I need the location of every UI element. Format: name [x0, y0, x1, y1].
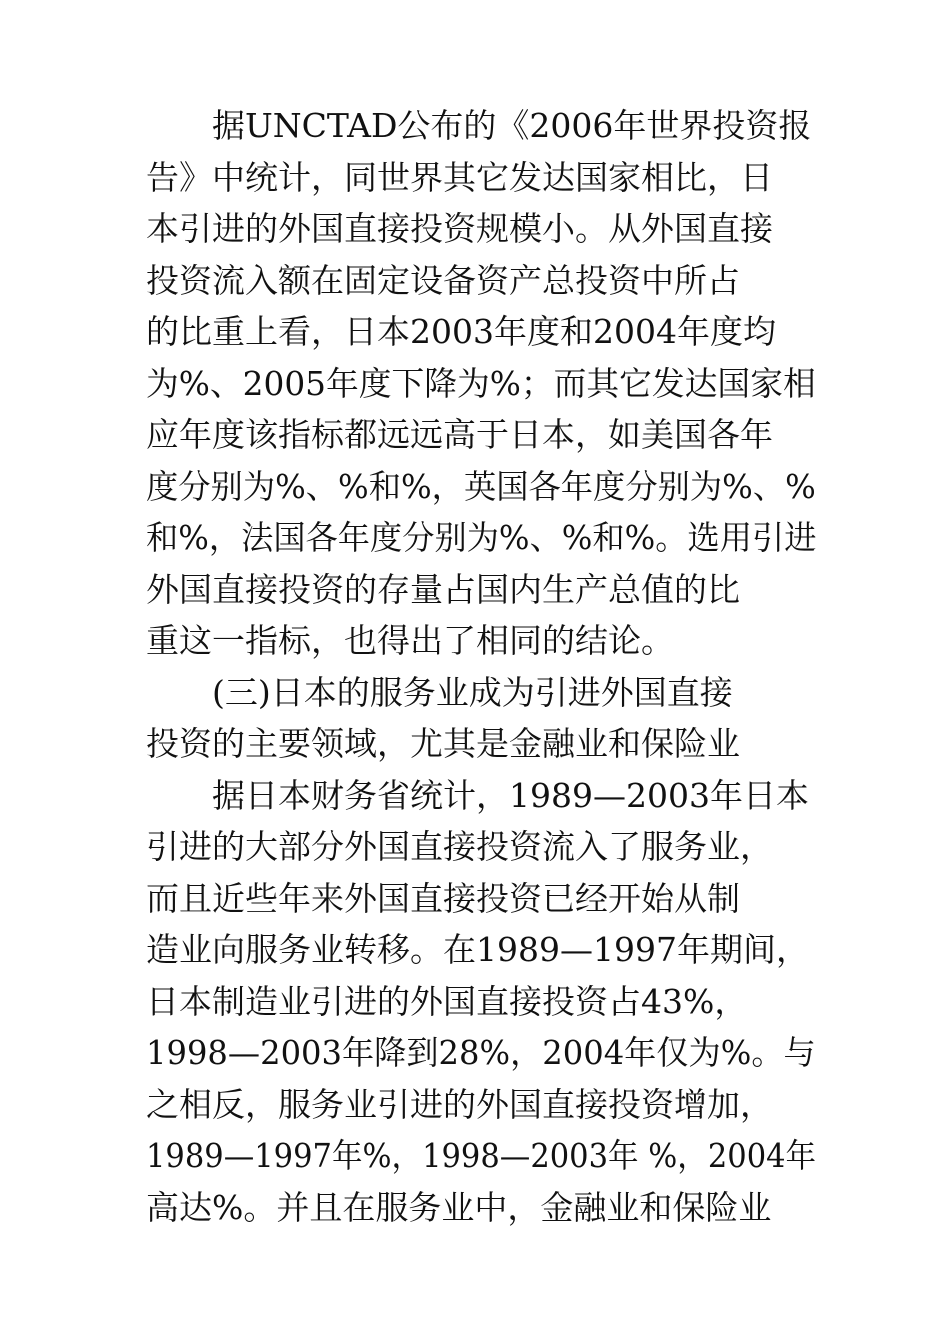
text-line: 告》中统计，同世界其它发达国家相比，日: [146, 157, 773, 197]
section-heading-line: (三)日本的服务业成为引进外国直接: [146, 672, 733, 712]
text-line: 1998—2003年降到28%，2004年仅为%。与: [146, 1033, 816, 1072]
text-line: 本引进的外国直接投资规模小。从外国直接: [146, 209, 773, 248]
text-line: 和%，法国各年度分别为%、%和%。选用引进: [146, 518, 817, 557]
text-line: 据日本财务省统计，1989—2003年日本: [146, 775, 809, 815]
text-line: 的比重上看，日本2003年度和2004年度均: [146, 312, 776, 351]
text-line: 而且近些年来外国直接投资已经开始从制: [146, 878, 740, 918]
text-line: 重这一指标，也得出了相同的结论。: [146, 621, 674, 660]
text-line: 造业向服务业转移。在1989—1997年期间，: [146, 930, 809, 969]
text-line: 外国直接投资的存量占国内生产总值的比: [146, 569, 740, 609]
text-line: 引进的大部分外国直接投资流入了服务业，: [146, 827, 773, 866]
section-heading-line: 投资的主要领域，尤其是金融业和保险业: [146, 724, 740, 763]
text-line: 应年度该指标都远远高于日本，如美国各年: [146, 415, 773, 454]
text-line: 1989—1997年%，1998—2003年 %，2004年: [146, 1136, 817, 1175]
text-line: 投资流入额在固定设备资产总投资中所占: [146, 260, 740, 300]
text-line: 之相反，服务业引进的外国直接投资增加，: [146, 1084, 773, 1124]
text-line: 为%、2005年度下降为%；而其它发达国家相: [146, 363, 816, 403]
text-line: 日本制造业引进的外国直接投资占43%，: [146, 981, 748, 1021]
body-text: [146, 100, 816, 1233]
text-line: 据UNCTAD公布的《2006年世界投资报: [146, 106, 812, 145]
text-line: 高达%。并且在服务业中，金融业和保险业: [146, 1187, 772, 1227]
text-line: 度分别为%、%和%，英国各年度分别为%、%: [146, 466, 816, 506]
